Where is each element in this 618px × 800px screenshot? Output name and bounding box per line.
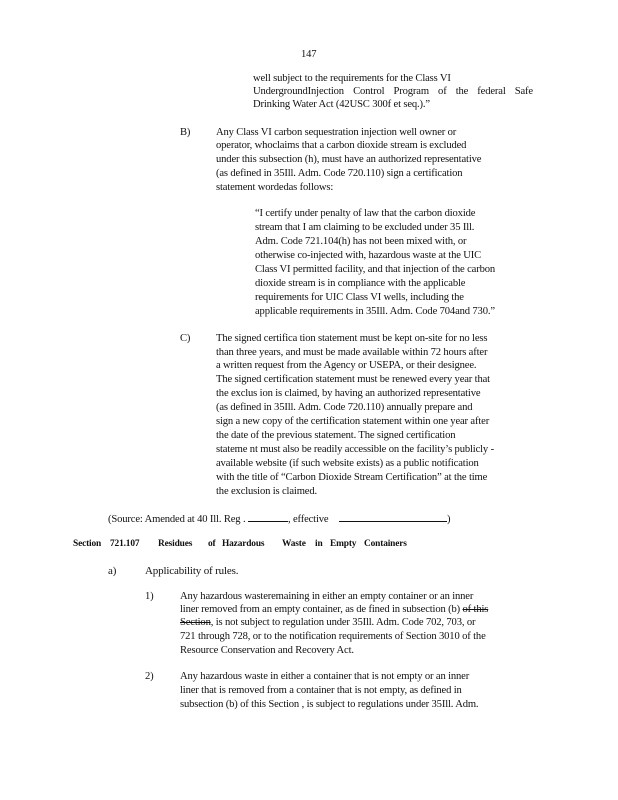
c-line-9: stateme nt must also be readily accessible on the facility’s publicly - (216, 444, 494, 455)
section-number: 721.107 (110, 539, 140, 549)
c-label: C) (180, 333, 191, 344)
source-middle: , effective (287, 514, 329, 525)
source-suffix: ) (446, 514, 451, 525)
item1-line-2 (180, 604, 488, 616)
page-number: 147 (301, 49, 317, 60)
source-effective-blank (339, 512, 447, 522)
intro-line-1: well subject to the requirements for the Class VI (253, 73, 451, 84)
a-label: a) (108, 565, 117, 577)
heading-word-7: Containers (364, 539, 407, 549)
quote-line-2: stream that I am claiming to be excluded under 35 Ill. (255, 222, 475, 233)
quote-line-6: dioxide stream is in compliance with the applicable (255, 278, 466, 289)
c-line-3: a written request from the Agency or USEPA, or their designee. (216, 360, 477, 371)
source-prefix: (Source: Amended at 40 Ill. Reg . (108, 514, 246, 525)
c-line-6: (as defined in 35Ill. Adm. Code 720.110) annually prepare and (216, 402, 473, 413)
c-line-8: the date of the previous statement. The signed certification (216, 430, 456, 441)
b-line-5: statement wordedas follows: (216, 182, 334, 193)
item1-struck-text-2: Section (180, 617, 211, 628)
quote-line-8: applicable requirements in 35Ill. Adm. Code 704and 730.” (255, 306, 495, 317)
b-line-4: (as defined in 35Ill. Adm. Code 720.110) sign a certification (216, 168, 463, 179)
c-line-12: the exclusion is claimed. (216, 486, 317, 497)
source-note (108, 512, 450, 526)
b-line-1: Any Class VI carbon sequestration injection well owner or (216, 127, 457, 138)
c-line-2: than three years, and must be made available within 72 hours after (216, 347, 488, 358)
quote-line-7: requirements for UIC Class VI wells, including the (255, 292, 464, 303)
item1-line-3-text: , is not subject to regulation under 35Ill. Adm. Code 702, 703, or (210, 617, 476, 628)
quote-line-1: “I certify under penalty of law that the carbon dioxide (255, 208, 476, 219)
c-line-10: available website (if such website exists) as a public notification (216, 458, 479, 469)
c-line-5: the exclus ion is claimed, by having an authorized representative (216, 388, 481, 399)
item2-line-2: liner that is removed from a container that is not empty, as defined in (180, 685, 462, 696)
heading-word-1: Residues (158, 539, 193, 549)
item1-line-3 (180, 617, 475, 629)
item2-label: 2) (145, 671, 154, 682)
quote-line-4: otherwise co-injected with, hazardous waste at the UIC (255, 250, 482, 261)
item1-label: 1) (145, 591, 154, 602)
intro-line-2: UndergroundInjection Control Program of the federal Safe (253, 86, 533, 97)
item1-struck-text-1: of this (462, 604, 489, 615)
heading-word-4: Waste (282, 539, 306, 549)
item1-line-5: Resource Conservation and Recovery Act. (180, 645, 354, 656)
source-reg-blank (248, 512, 288, 522)
section-word: Section (73, 539, 102, 549)
b-line-2: operator, whoclaims that a carbon dioxide stream is excluded (216, 140, 467, 151)
c-line-1: The signed certifica tion statement must be kept on-site for no less (216, 333, 488, 344)
c-line-4: The signed certification statement must be renewed every year that (216, 374, 490, 385)
intro-line-3: Drinking Water Act (42USC 300f et seq.).” (253, 99, 430, 110)
item1-line-1: Any hazardous wasteremaining in either an empty container or an inner (180, 591, 474, 602)
heading-word-6: Empty (330, 539, 357, 549)
a-heading: Applicability of rules. (145, 565, 239, 577)
item2-line-1: Any hazardous waste in either a container that is not empty or an inner (180, 671, 470, 682)
quote-line-5: Class VI permitted facility, and that injection of the carbon (255, 264, 496, 275)
quote-line-3: Adm. Code 721.104(h) has not been mixed with, or (255, 236, 467, 247)
b-line-3: under this subsection (h), must have an authorized representative (216, 154, 482, 165)
heading-word-5: in (315, 539, 323, 549)
item2-line-3: subsection (b) of this Section , is subject to regulations under 35Ill. Adm. (180, 699, 479, 710)
c-line-7: sign a new copy of the certification statement within one year after (216, 416, 490, 427)
item1-line-4: 721 through 728, or to the notification requirements of Section 3010 of the (180, 631, 486, 642)
c-line-11: with the title of “Carbon Dioxide Stream Certification” at the time (216, 472, 488, 483)
item1-line-2-text: liner removed from an empty container, as de fined in subsection (b) (180, 604, 461, 615)
b-label: B) (180, 127, 191, 138)
heading-word-3: Hazardous (222, 539, 265, 549)
heading-word-2: of (208, 539, 216, 549)
